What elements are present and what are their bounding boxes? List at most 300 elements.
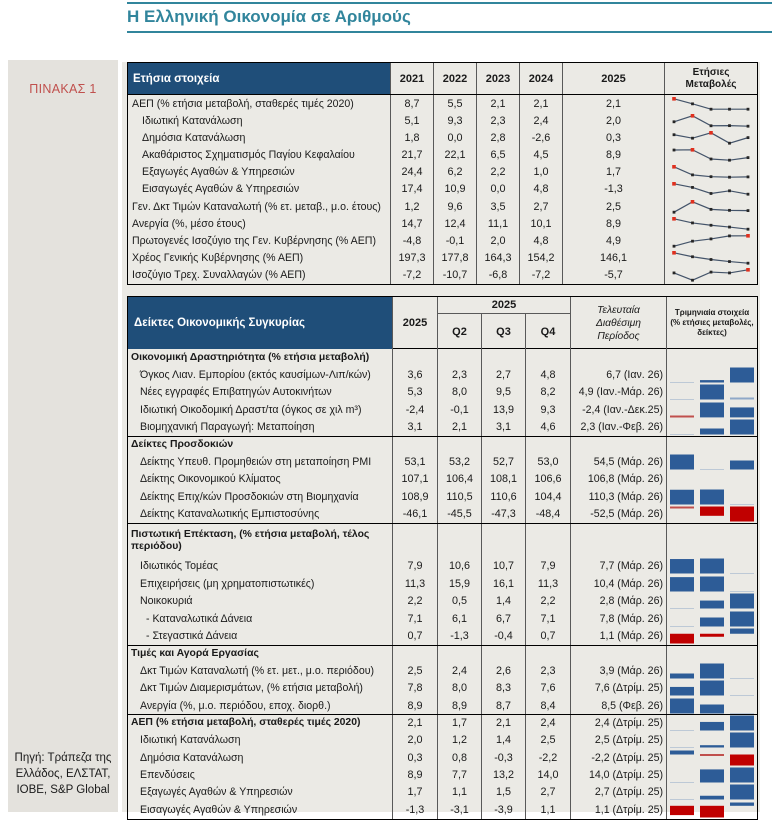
quarterly-bars-chart xyxy=(670,698,754,714)
sparkline-column-header: Ετήσιες Μεταβολές xyxy=(664,63,757,94)
row-label: Επιχειρήσεις (μη χρηματοπιστωτικές) xyxy=(140,577,315,590)
cell-value: -0,1 xyxy=(437,401,481,418)
cell-value: 7,1 xyxy=(525,610,570,627)
quarterly-bars-cell xyxy=(666,646,757,662)
row-label: Χρέος Γενικής Κυβέρνησης (% ΑΕΠ) xyxy=(132,252,304,265)
row-label: Νέες εγγραφές Επιβατηγών Αυτοκινήτων xyxy=(140,386,332,399)
cell-value: 4,8 xyxy=(525,366,570,383)
quarterly-bars-chart xyxy=(670,680,754,696)
cell-value: 3,1 xyxy=(481,419,525,436)
row-label: Δείκτης Υπευθ. Προμηθειών στη μεταποίηση PMI xyxy=(140,456,372,469)
cell-value: 4,5 xyxy=(519,147,562,164)
cell-value: 0,7 xyxy=(392,627,437,644)
latest-period-value: 2,7 (Δτρίμ. 25) xyxy=(570,784,666,801)
quarterly-bars-cell xyxy=(666,766,757,783)
quarterly-bars-cell xyxy=(666,524,757,558)
row-label: - Καταναλωτικά Δάνεια xyxy=(146,612,253,625)
cell-value: 13,9 xyxy=(481,401,525,418)
latest-period-value: 1,1 (Μάρ. 26) xyxy=(570,627,666,644)
cell-value: 24,4 xyxy=(390,164,433,181)
table-row xyxy=(128,575,757,592)
cell-value: 2,0 xyxy=(392,732,437,749)
cell-value: 106,6 xyxy=(525,471,570,488)
cell-value: 10,9 xyxy=(433,181,476,198)
latest-period-value: 6,7 (Ιαν. 26) xyxy=(570,366,666,383)
quarterly-bars-chart xyxy=(670,384,754,400)
quarterly-bars-cell xyxy=(666,732,757,749)
annual-table-body xyxy=(128,95,757,284)
cell-value: -46,1 xyxy=(392,506,437,523)
cell-value: 2,5 xyxy=(392,662,437,679)
cell-value: -3,9 xyxy=(481,801,525,818)
latest-period-column-header: Τελευταία Διαθέσιμη Περίοδος xyxy=(570,297,666,349)
row-label: Ιδιωτική Κατανάλωση xyxy=(140,734,241,747)
cell-value: 146,1 xyxy=(562,250,664,267)
cell-value: 8,9 xyxy=(392,766,437,783)
sparkline-cell xyxy=(664,112,757,129)
quarterly-bars-chart xyxy=(670,784,754,800)
row-label: Νοικοκυριά xyxy=(140,595,193,608)
cell-value: -7,2 xyxy=(390,267,433,284)
table-row xyxy=(128,267,757,284)
latest-period-value: 7,6 (Δτρίμ. 25) xyxy=(570,679,666,696)
sparkline-cell xyxy=(664,164,757,181)
row-label: Εξαγωγές Αγαθών & Υπηρεσιών xyxy=(142,166,295,179)
sparkline-cell xyxy=(664,215,757,232)
row-label: Εισαγωγές Αγαθών & Υπηρεσιών xyxy=(140,803,298,816)
cell-value: 52,7 xyxy=(481,453,525,470)
quarter-column-header: Q3 xyxy=(481,314,525,349)
cell-value: 2,4 xyxy=(525,715,570,731)
cell-value: 14,7 xyxy=(390,215,433,232)
indicators-table xyxy=(127,296,758,820)
cell-value: 8,7 xyxy=(390,95,433,112)
title-top-rule xyxy=(127,2,772,4)
latest-period-value: 8,5 (Φεβ. 26) xyxy=(570,697,666,714)
cell-value: 104,4 xyxy=(525,488,570,505)
table-row xyxy=(128,801,757,818)
sparkline-cell xyxy=(664,232,757,249)
cell-value: 2,6 xyxy=(481,662,525,679)
sparkline-cell xyxy=(664,267,757,284)
cell-value: 11,3 xyxy=(525,575,570,592)
table-row xyxy=(128,558,757,575)
cell-value: 8,9 xyxy=(562,147,664,164)
annual-table-header xyxy=(128,63,757,95)
cell-value xyxy=(525,437,570,453)
row-label: Ιδιωτική Κατανάλωση xyxy=(142,114,243,127)
cell-value: 2,4 xyxy=(519,112,562,129)
table-row xyxy=(128,697,757,714)
latest-period-value: 2,5 (Δτρίμ. 25) xyxy=(570,732,666,749)
cell-value: 1,1 xyxy=(525,801,570,818)
annual-2025-column-header: 2025 xyxy=(392,297,437,349)
latest-period-value: 1,1 (Δτρίμ. 25) xyxy=(570,801,666,818)
quarterly-bars-cell xyxy=(666,679,757,696)
sparkline-chart xyxy=(667,96,755,112)
table-row xyxy=(128,401,757,418)
quarterly-bars-chart xyxy=(670,558,754,574)
cell-value: 1,8 xyxy=(390,129,433,146)
cell-value xyxy=(392,646,437,662)
cell-value: 10,6 xyxy=(437,558,481,575)
table-row xyxy=(128,749,757,766)
cell-value: 1,7 xyxy=(392,784,437,801)
section-row xyxy=(128,645,757,662)
cell-value: -1,3 xyxy=(392,801,437,818)
sparkline-cell xyxy=(664,198,757,215)
quarterly-bars-chart xyxy=(670,611,754,627)
cell-value: 2,5 xyxy=(562,198,664,215)
latest-period-value: -52,5 (Μάρ. 26) xyxy=(570,506,666,523)
year-column-header: 2024 xyxy=(519,63,562,94)
cell-value: 4,8 xyxy=(519,181,562,198)
quarterly-bars-cell xyxy=(666,784,757,801)
latest-period-value: 7,8 (Μάρ. 26) xyxy=(570,610,666,627)
cell-value: 1,2 xyxy=(390,198,433,215)
cell-value: 177,8 xyxy=(433,250,476,267)
cell-value: 2,1 xyxy=(437,419,481,436)
sparkline-chart xyxy=(667,181,755,197)
table-row xyxy=(128,488,757,505)
cell-value: 2,8 xyxy=(476,129,519,146)
latest-period-value: -2,4 (Ιαν.-Δεκ.25) xyxy=(570,401,666,418)
section-label: Δείκτες Προσδοκιών xyxy=(131,439,234,451)
indicators-table-title-cell: Δείκτες Οικονομικής Συγκυρίας xyxy=(128,297,392,349)
cell-value: -48,4 xyxy=(525,506,570,523)
cell-value: 0,3 xyxy=(562,129,664,146)
cell-value: -0,4 xyxy=(481,627,525,644)
sparkline-cell xyxy=(664,250,757,267)
cell-value: -2,2 xyxy=(525,749,570,766)
quarterly-bars-cell xyxy=(666,558,757,575)
section-row xyxy=(128,523,757,558)
cell-value: 110,5 xyxy=(437,488,481,505)
quarterly-bars-cell xyxy=(666,506,757,523)
cell-value: -0,3 xyxy=(481,749,525,766)
cell-value: 10,7 xyxy=(481,558,525,575)
cell-value: 6,5 xyxy=(476,147,519,164)
cell-value: 0,0 xyxy=(433,129,476,146)
sparkline-chart xyxy=(667,113,755,129)
cell-value: -2,4 xyxy=(392,401,437,418)
table-row xyxy=(128,453,757,470)
cell-value: -3,1 xyxy=(437,801,481,818)
cell-value: 12,4 xyxy=(433,215,476,232)
row-label: Βιομηχανική Παραγωγή: Μεταποίηση xyxy=(140,421,315,434)
cell-value: 106,4 xyxy=(437,471,481,488)
quarterly-bars-cell xyxy=(666,471,757,488)
cell-value: 2,7 xyxy=(481,366,525,383)
table-row xyxy=(128,419,757,436)
cell-value: 9,5 xyxy=(481,384,525,401)
quarterly-bars-cell xyxy=(666,801,757,818)
quarterly-bars-chart xyxy=(670,402,754,418)
quarterly-bars-chart xyxy=(670,506,754,522)
quarterly-bars-cell xyxy=(666,592,757,609)
cell-value: -10,7 xyxy=(433,267,476,284)
cell-value: 0,3 xyxy=(392,749,437,766)
row-label: Επενδύσεις xyxy=(140,769,195,782)
cell-value: 1,4 xyxy=(481,732,525,749)
annual-data-table xyxy=(127,62,758,285)
quarterly-bars-column-header: Τριμηνιαία στοιχεία (% ετήσιες μεταβολές, δείκτες) xyxy=(666,297,757,349)
cell-value: 7,8 xyxy=(392,679,437,696)
quarter-column-header: Q2 xyxy=(437,314,481,349)
cell-value xyxy=(481,349,525,366)
latest-period-value: 106,8 (Μάρ. 26) xyxy=(570,471,666,488)
quarterly-bars-cell xyxy=(666,697,757,714)
row-label: Όγκος Λιαν. Εμπορίου (εκτός καυσίμων-Λιπ/κών) xyxy=(140,369,371,382)
row-label: Δείκτης Επιχ/κών Προσδοκιών στη Βιομηχανία xyxy=(140,490,359,503)
cell-value: 8,2 xyxy=(525,384,570,401)
section-row xyxy=(128,714,757,731)
cell-value: 2,1 xyxy=(481,715,525,731)
cell-value: 17,4 xyxy=(390,181,433,198)
table-row xyxy=(128,215,757,232)
section-label: Τιμές και Αγορά Εργασίας xyxy=(131,647,259,659)
cell-value: 2,1 xyxy=(519,95,562,112)
row-label: Ανεργία (%, μ.ο. περιόδου, εποχ. διορθ.) xyxy=(140,699,331,712)
row-label: Ανεργία (%, μέσο έτους) xyxy=(132,217,246,230)
cell-value: 4,8 xyxy=(519,232,562,249)
quarterly-bars-cell xyxy=(666,488,757,505)
latest-period-value: 10,4 (Μάρ. 26) xyxy=(570,575,666,592)
cell-value: -0,1 xyxy=(433,232,476,249)
cell-value: 4,6 xyxy=(525,419,570,436)
cell-value: 13,2 xyxy=(481,766,525,783)
cell-value: 3,6 xyxy=(392,366,437,383)
cell-value: 7,9 xyxy=(392,558,437,575)
section-label: ΑΕΠ (% ετήσια μεταβολή, σταθερές τιμές 2020) xyxy=(131,717,361,729)
cell-value: 2,3 xyxy=(476,112,519,129)
section-label: Πιστωτική Επέκταση, (% ετήσια μεταβολή, τέλος περιόδου) xyxy=(131,528,370,552)
left-sidebar xyxy=(8,60,118,812)
year-column-header: 2025 xyxy=(562,63,664,94)
quarterly-bars-cell xyxy=(666,575,757,592)
sparkline-chart xyxy=(667,147,755,163)
annual-table-title-cell: Ετήσια στοιχεία xyxy=(128,63,390,94)
sparkline-chart xyxy=(667,216,755,232)
table-row xyxy=(128,506,757,523)
cell-value: 0,8 xyxy=(437,749,481,766)
row-label: Εισαγωγές Αγαθών & Υπηρεσιών xyxy=(142,183,300,196)
sparkline-chart xyxy=(667,233,755,249)
quarterly-bars-cell xyxy=(666,749,757,766)
cell-value: 9,3 xyxy=(525,401,570,418)
quarterly-bars-cell xyxy=(666,715,757,731)
table-row xyxy=(128,129,757,146)
latest-period-value xyxy=(570,437,666,453)
row-label: - Στεγαστικά Δάνεια xyxy=(146,629,238,642)
cell-value: 9,6 xyxy=(433,198,476,215)
cell-value: 53,0 xyxy=(525,453,570,470)
indicators-table-header xyxy=(128,297,757,349)
cell-value: 2,2 xyxy=(525,592,570,609)
cell-value: 108,1 xyxy=(481,471,525,488)
cell-value xyxy=(481,437,525,453)
cell-value: 53,2 xyxy=(437,453,481,470)
cell-value: 0,7 xyxy=(525,627,570,644)
quarterly-bars-chart xyxy=(670,593,754,609)
cell-value: 8,4 xyxy=(525,697,570,714)
cell-value xyxy=(525,646,570,662)
cell-value: -4,8 xyxy=(390,232,433,249)
cell-value: 21,7 xyxy=(390,147,433,164)
row-label: Πρωτογενές Ισοζύγιο της Γεν. Κυβέρνησης (% ΑΕΠ) xyxy=(132,234,376,247)
cell-value xyxy=(437,349,481,366)
table-row xyxy=(128,95,757,112)
year-column-header: 2021 xyxy=(390,63,433,94)
cell-value xyxy=(525,349,570,366)
cell-value xyxy=(392,349,437,366)
indicators-table-body xyxy=(128,349,757,819)
cell-value: -2,6 xyxy=(519,129,562,146)
cell-value: 2,0 xyxy=(562,112,664,129)
cell-value: -47,3 xyxy=(481,506,525,523)
quarterly-bars-cell xyxy=(666,384,757,401)
latest-period-value: 54,5 (Μάρ. 26) xyxy=(570,453,666,470)
quarterly-bars-chart xyxy=(670,663,754,679)
quarterly-bars-cell xyxy=(666,419,757,436)
table-row xyxy=(128,679,757,696)
section-row xyxy=(128,436,757,453)
cell-value: 2,0 xyxy=(476,232,519,249)
latest-period-value: 7,7 (Μάρ. 26) xyxy=(570,558,666,575)
row-label: Δκτ Τιμών Διαμερισμάτων, (% ετήσια μεταβολή) xyxy=(140,682,363,695)
cell-value: 2,7 xyxy=(525,784,570,801)
row-label: Δημόσια Κατανάλωση xyxy=(142,131,246,144)
latest-period-value: 2,4 (Δτρίμ. 25) xyxy=(570,715,666,731)
quarterly-bars-chart xyxy=(670,576,754,592)
quarterly-bars-cell xyxy=(666,401,757,418)
cell-value: 7,7 xyxy=(437,766,481,783)
year-column-header: 2023 xyxy=(476,63,519,94)
latest-period-value: -2,2 (Δτρίμ. 25) xyxy=(570,749,666,766)
table-row xyxy=(128,732,757,749)
cell-value: 2,1 xyxy=(392,715,437,731)
cell-value: 5,1 xyxy=(390,112,433,129)
cell-value: 6,7 xyxy=(481,610,525,627)
cell-value: 4,9 xyxy=(562,232,664,249)
cell-value: 110,6 xyxy=(481,488,525,505)
quarterly-bars-chart xyxy=(670,419,754,435)
sparkline-chart xyxy=(667,250,755,266)
quarterly-bars-chart xyxy=(670,802,754,818)
cell-value: 10,1 xyxy=(519,215,562,232)
cell-value: 2,3 xyxy=(437,366,481,383)
sparkline-chart xyxy=(667,199,755,215)
latest-period-value: 2,3 (Ιαν.-Φεβ. 26) xyxy=(570,419,666,436)
cell-value: 7,6 xyxy=(525,679,570,696)
cell-value: -45,5 xyxy=(437,506,481,523)
quarter-column-header: Q4 xyxy=(525,314,570,349)
row-label: Δείκτης Οικονομικού Κλίματος xyxy=(140,473,281,486)
cell-value: 2,5 xyxy=(525,732,570,749)
quarterly-bars-chart xyxy=(670,715,754,731)
cell-value: 108,9 xyxy=(392,488,437,505)
row-label: Δκτ Τιμών Καταναλωτή (% ετ. μετ., μ.ο. περιόδου) xyxy=(140,664,375,677)
cell-value: 8,7 xyxy=(481,697,525,714)
cell-value xyxy=(392,524,437,558)
cell-value: 8,3 xyxy=(481,679,525,696)
latest-period-value: 14,0 (Δτρίμ. 25) xyxy=(570,766,666,783)
latest-period-value xyxy=(570,524,666,558)
sparkline-cell xyxy=(664,129,757,146)
quarterly-bars-cell xyxy=(666,437,757,453)
row-label: Γεν. Δκτ Τιμών Καταναλωτή (% ετ. μεταβ., μ.ο. έτους) xyxy=(132,200,381,213)
cell-value: 1,7 xyxy=(437,715,481,731)
cell-value: 0,5 xyxy=(437,592,481,609)
quarters-year-header: 2025 xyxy=(437,297,570,314)
cell-value: 1,7 xyxy=(562,164,664,181)
cell-value: 197,3 xyxy=(390,250,433,267)
source-note: Πηγή: Τράπεζα της Ελλάδος, ΕΛΣΤΑΤ, ΙΟΒΕ, S&P Global xyxy=(14,752,112,796)
cell-value: 22,1 xyxy=(433,147,476,164)
cell-value: -7,2 xyxy=(519,267,562,284)
cell-value: 6,1 xyxy=(437,610,481,627)
quarterly-bars-chart xyxy=(670,367,754,383)
cell-value: 14,0 xyxy=(525,766,570,783)
cell-value: 8,9 xyxy=(392,697,437,714)
quarterly-bars-chart xyxy=(670,732,754,748)
row-label: Ιδιωτικός Τομέας xyxy=(140,560,219,573)
latest-period-value: 3,9 (Μάρ. 26) xyxy=(570,662,666,679)
cell-value: 2,1 xyxy=(562,95,664,112)
section-row xyxy=(128,349,757,366)
row-label: ΑΕΠ (% ετήσια μεταβολή, σταθερές τιμές 2020) xyxy=(132,97,354,110)
cell-value: 154,2 xyxy=(519,250,562,267)
quarterly-bars-cell xyxy=(666,453,757,470)
cell-value: 2,7 xyxy=(519,198,562,215)
row-label: Ισοζύγιο Τρεχ. Συναλλαγών (% ΑΕΠ) xyxy=(132,269,306,282)
cell-value: 15,9 xyxy=(437,575,481,592)
cell-value: 53,1 xyxy=(392,453,437,470)
cell-value: 9,3 xyxy=(433,112,476,129)
cell-value: 2,3 xyxy=(525,662,570,679)
cell-value xyxy=(437,524,481,558)
cell-value: -1,3 xyxy=(562,181,664,198)
sparkline-chart xyxy=(667,130,755,146)
cell-value: 1,4 xyxy=(481,592,525,609)
table-row xyxy=(128,164,757,181)
cell-value: 11,3 xyxy=(392,575,437,592)
sparkline-chart xyxy=(667,267,755,283)
sparkline-chart xyxy=(667,164,755,180)
latest-period-value: 110,3 (Μάρ. 26) xyxy=(570,488,666,505)
quarterly-bars-chart xyxy=(670,767,754,783)
row-label: Δημόσια Κατανάλωση xyxy=(140,751,244,764)
cell-value: 164,3 xyxy=(476,250,519,267)
cell-value xyxy=(437,646,481,662)
year-column-header: 2022 xyxy=(433,63,476,94)
latest-period-value: 2,8 (Μάρ. 26) xyxy=(570,592,666,609)
row-label: Εξαγωγές Αγαθών & Υπηρεσιών xyxy=(140,786,293,799)
cell-value: 2,1 xyxy=(476,95,519,112)
cell-value: 5,3 xyxy=(392,384,437,401)
cell-value: 1,5 xyxy=(481,784,525,801)
cell-value: 2,2 xyxy=(476,164,519,181)
latest-period-value xyxy=(570,349,666,366)
table-row xyxy=(128,147,757,164)
table-row xyxy=(128,250,757,267)
quarterly-bars-cell xyxy=(666,349,757,366)
quarterly-bars-chart xyxy=(670,489,754,505)
sparkline-cell xyxy=(664,147,757,164)
cell-value: 2,2 xyxy=(392,592,437,609)
cell-value: 8,0 xyxy=(437,384,481,401)
cell-value: 8,9 xyxy=(437,697,481,714)
